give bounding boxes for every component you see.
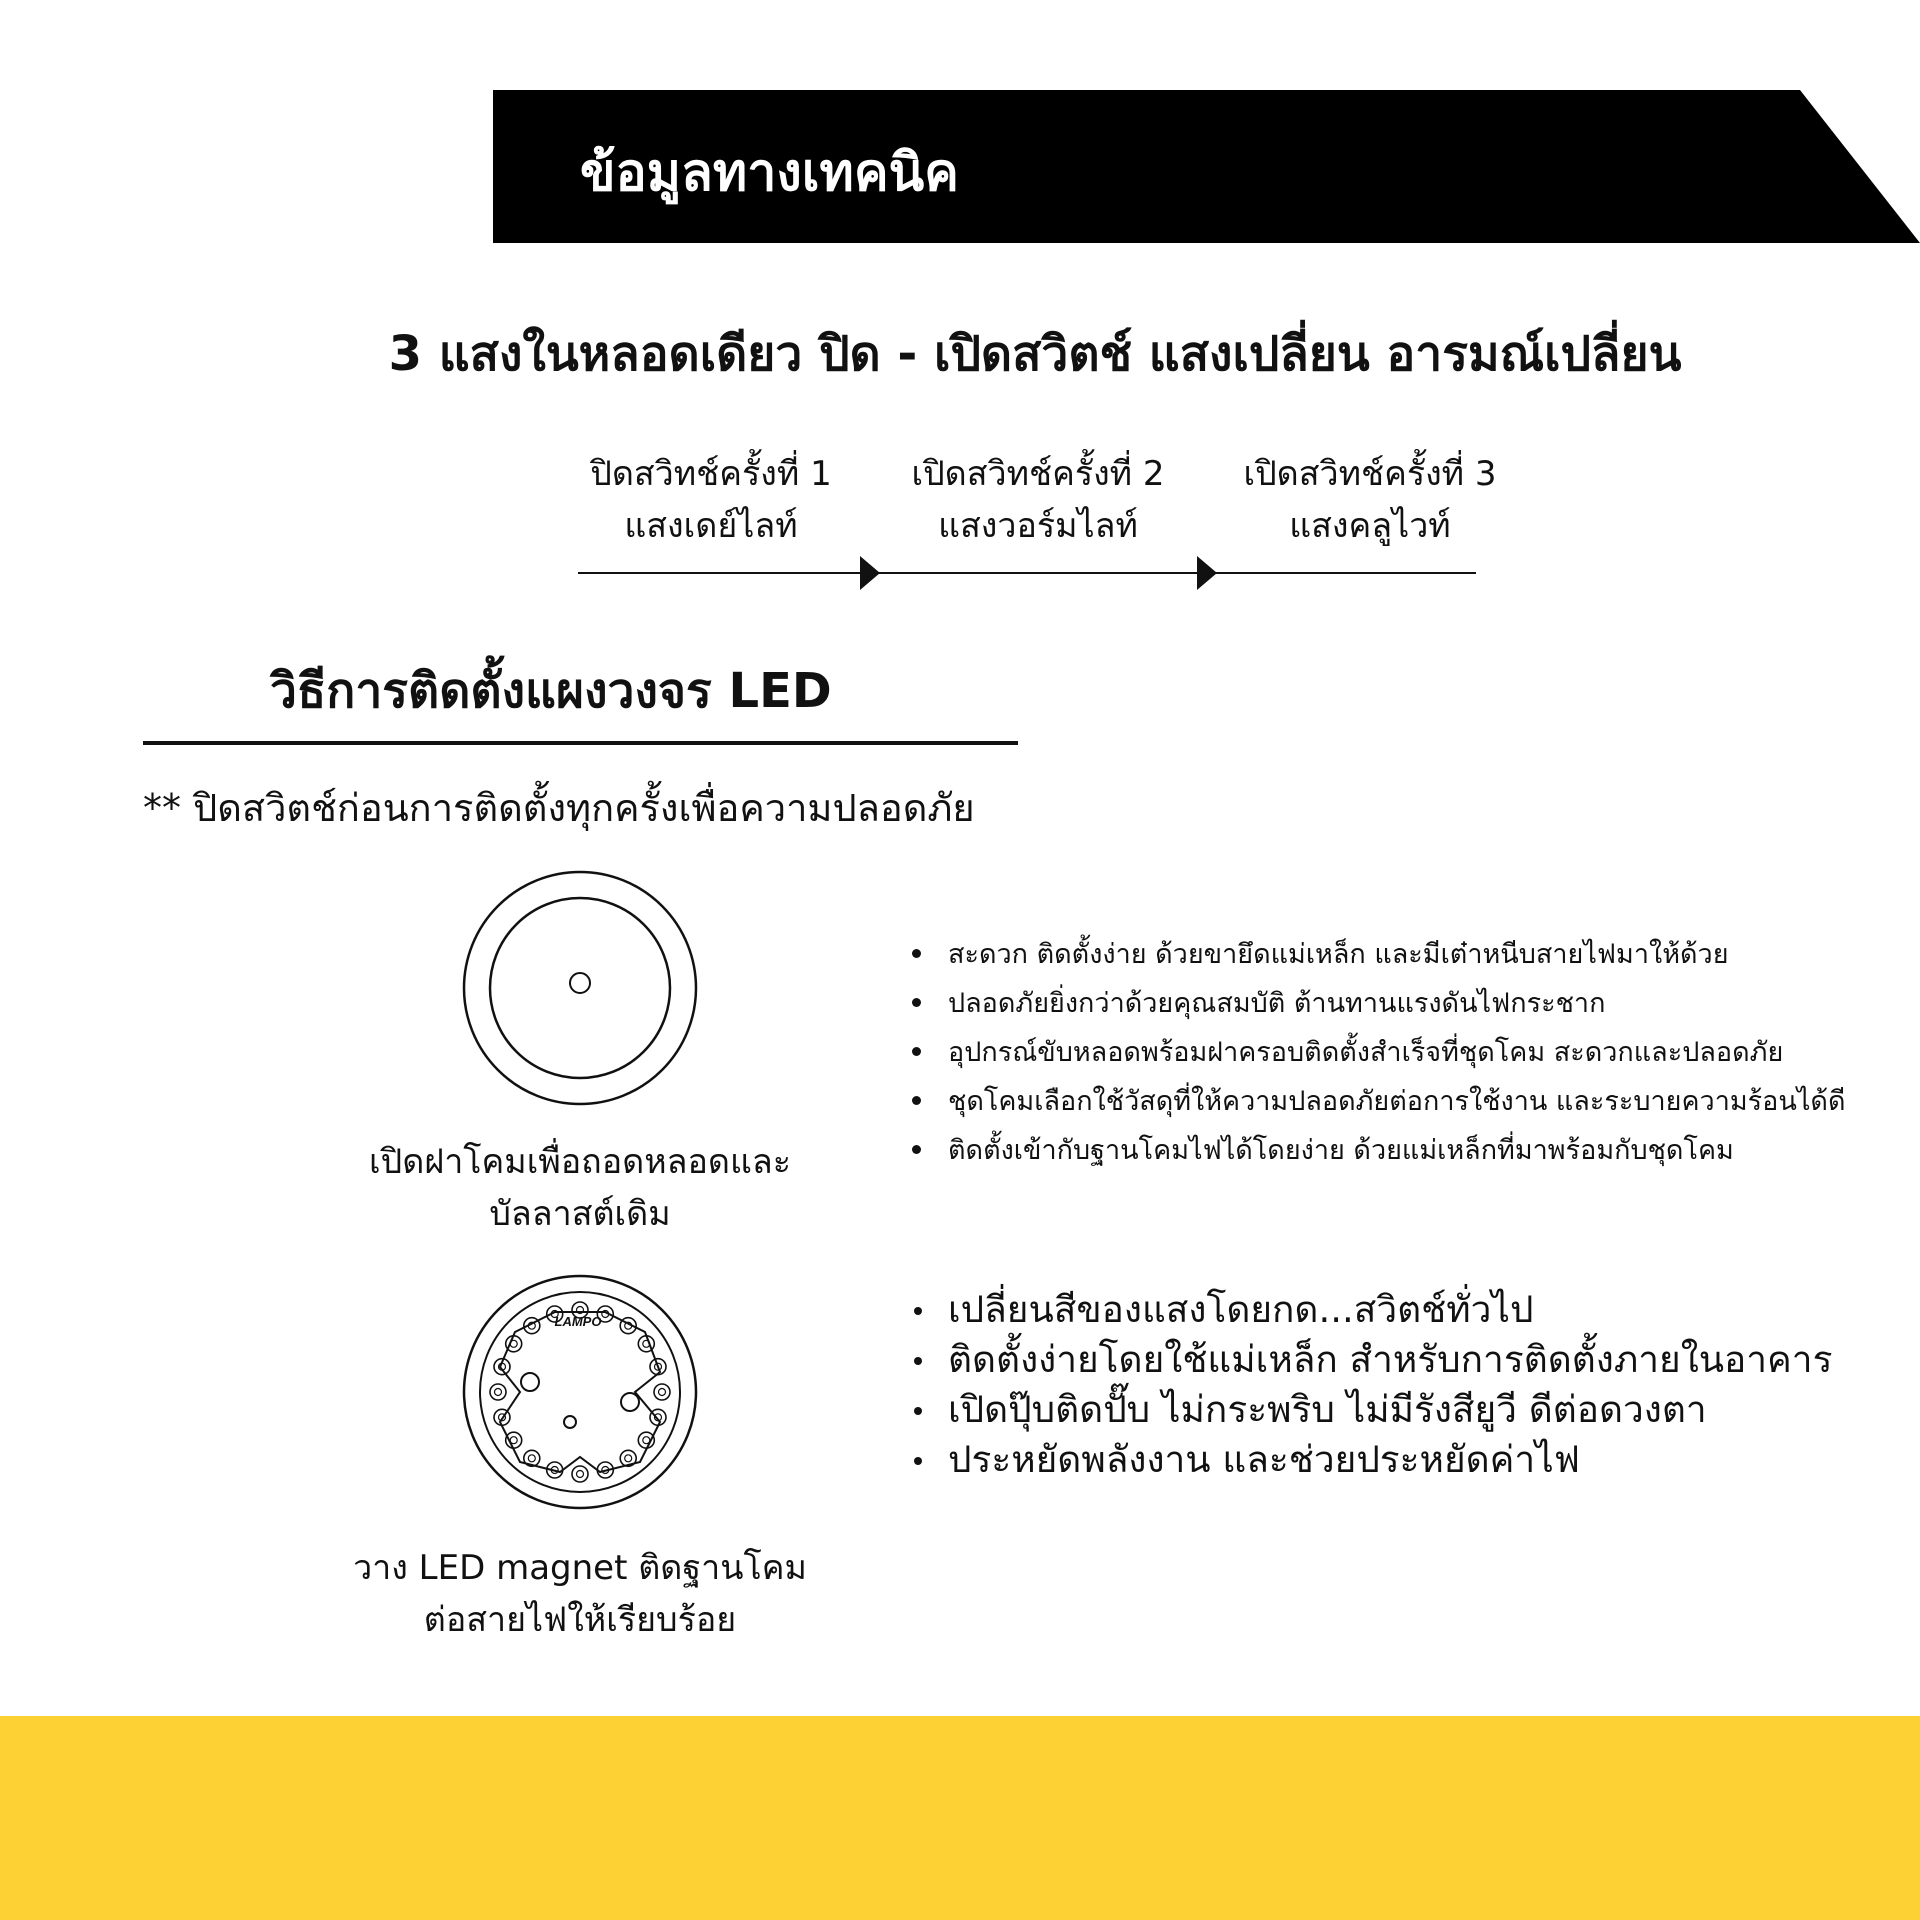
step-3-light: แสงคลูไวท์: [1289, 506, 1451, 546]
step-2: [878, 448, 1198, 552]
bullet-icon: [914, 1307, 922, 1315]
list-item-text: ติดตั้งเข้ากับฐานโคมไฟได้โดยง่าย ด้วยแม่เหล็กที่มาพร้อมกับชุดโคม: [948, 1135, 1734, 1166]
footer-bar: [0, 1716, 1920, 1920]
list-item: [910, 1285, 1832, 1335]
led-chip-center: [625, 1455, 632, 1462]
safety-warning: ** ปิดสวิตช์ก่อนการติดตั้งทุกครั้งเพื่อความปลอดภัย: [143, 786, 975, 830]
list-item: [910, 1077, 1846, 1126]
feature-list-small: [910, 930, 1846, 1175]
caption-line: วาง LED magnet ติดฐานโคม: [353, 1548, 807, 1588]
list-item: [910, 979, 1846, 1028]
arrow-right-icon: [1197, 556, 1217, 590]
led-chip-center: [643, 1437, 650, 1444]
install-title: วิธีการติดตั้งแผงวงจร LED: [270, 663, 832, 719]
led-chip-icon: [572, 1466, 588, 1482]
list-item-text: สะดวก ติดตั้งง่าย ด้วยขายึดแม่เหล็ก และมีเต๋าหนีบสายไฟมาให้ด้วย: [948, 939, 1729, 970]
led-chip-icon: [654, 1384, 670, 1400]
led-chip-center: [659, 1389, 666, 1396]
bullet-icon: [914, 1457, 922, 1465]
bullet-icon: [912, 1047, 921, 1056]
list-item-text: ประหยัดพลังงาน และช่วยประหยัดค่าไฟ: [948, 1438, 1580, 1481]
led-chip-icon: [620, 1450, 636, 1466]
step-image-1-caption: [320, 1136, 840, 1240]
banner-title: ข้อมูลทางเทคนิค: [580, 143, 959, 203]
led-chip-icon: [650, 1409, 666, 1425]
step-3: [1210, 448, 1530, 552]
list-item-text: ติดตั้งง่ายโดยใช้แม่เหล็ก สำหรับการติดตั้งภายในอาคาร: [948, 1338, 1833, 1381]
bullet-icon: [912, 949, 921, 958]
lampo-logo: LAMPO: [554, 1314, 602, 1329]
caption-line: บัลลาสต์เดิม: [489, 1194, 671, 1234]
bullet-icon: [912, 1145, 921, 1154]
bullet-icon: [914, 1357, 922, 1365]
arrow-right-icon: [860, 556, 880, 590]
step-3-switch: เปิดสวิทช์ครั้งที่ 3: [1243, 454, 1497, 494]
led-chip-center: [495, 1389, 502, 1396]
led-chip-center: [510, 1340, 517, 1347]
caption-line: เปิดฝาโคมเพื่อถอดหลอดและ: [368, 1142, 791, 1182]
list-item: [910, 1335, 1832, 1385]
led-chip-icon: [524, 1450, 540, 1466]
step-1-light: แสงเดย์ไลท์: [624, 506, 798, 546]
install-divider: [143, 741, 1018, 745]
caption-line: ต่อสายไฟให้เรียบร้อย: [423, 1600, 737, 1640]
list-item-text: เปิดปุ๊บติดปั๊บ ไม่กระพริบ ไม่มีรังสียูวี ดีต่อดวงตา: [948, 1388, 1707, 1431]
steps-timeline: [560, 550, 1480, 596]
list-item: [910, 1435, 1832, 1485]
list-item: [910, 1028, 1846, 1077]
led-chip-icon: [490, 1384, 506, 1400]
list-item: [910, 1126, 1846, 1175]
list-item-text: เปลี่ยนสีของแสงโดยกด...สวิตช์ทั่วไป: [948, 1288, 1534, 1331]
led-magnet-panel-icon: [460, 1272, 700, 1512]
step-1-switch: ปิดสวิทช์ครั้งที่ 1: [590, 454, 832, 494]
list-item-text: อุปกรณ์ขับหลอดพร้อมฝาครอบติดตั้งสำเร็จที่ชุดโคม สะดวกและปลอดภัย: [948, 1037, 1784, 1068]
bullet-icon: [914, 1407, 922, 1415]
step-2-switch: เปิดสวิทช์ครั้งที่ 2: [911, 454, 1165, 494]
bullet-icon: [912, 998, 921, 1007]
step-2-light: แสงวอร์มไลท์: [938, 506, 1138, 546]
led-chip-center: [510, 1437, 517, 1444]
list-item: [910, 1385, 1832, 1435]
ceiling-dome-icon: [460, 868, 700, 1108]
led-chip-center: [528, 1455, 535, 1462]
step-image-2-caption: [320, 1542, 840, 1646]
led-chip-center: [577, 1471, 584, 1478]
list-item-text: ชุดโคมเลือกใช้วัสดุที่ให้ความปลอดภัยต่อการใช้งาน และระบายความร้อนได้ดี: [948, 1086, 1846, 1117]
step-1: [551, 448, 871, 552]
list-item-text: ปลอดภัยยิ่งกว่าด้วยคุณสมบัติ ต้านทานแรงดันไฟกระชาก: [948, 988, 1606, 1019]
list-item: [910, 930, 1846, 979]
header-banner: [0, 0, 1920, 250]
headline: 3 แสงในหลอดเดียว ปิด - เปิดสวิตช์ แสงเปลี่ยน อารมณ์เปลี่ยน: [388, 326, 1682, 382]
feature-list-large: [910, 1285, 1832, 1485]
led-chip-icon: [506, 1336, 522, 1352]
bullet-icon: [912, 1096, 921, 1105]
